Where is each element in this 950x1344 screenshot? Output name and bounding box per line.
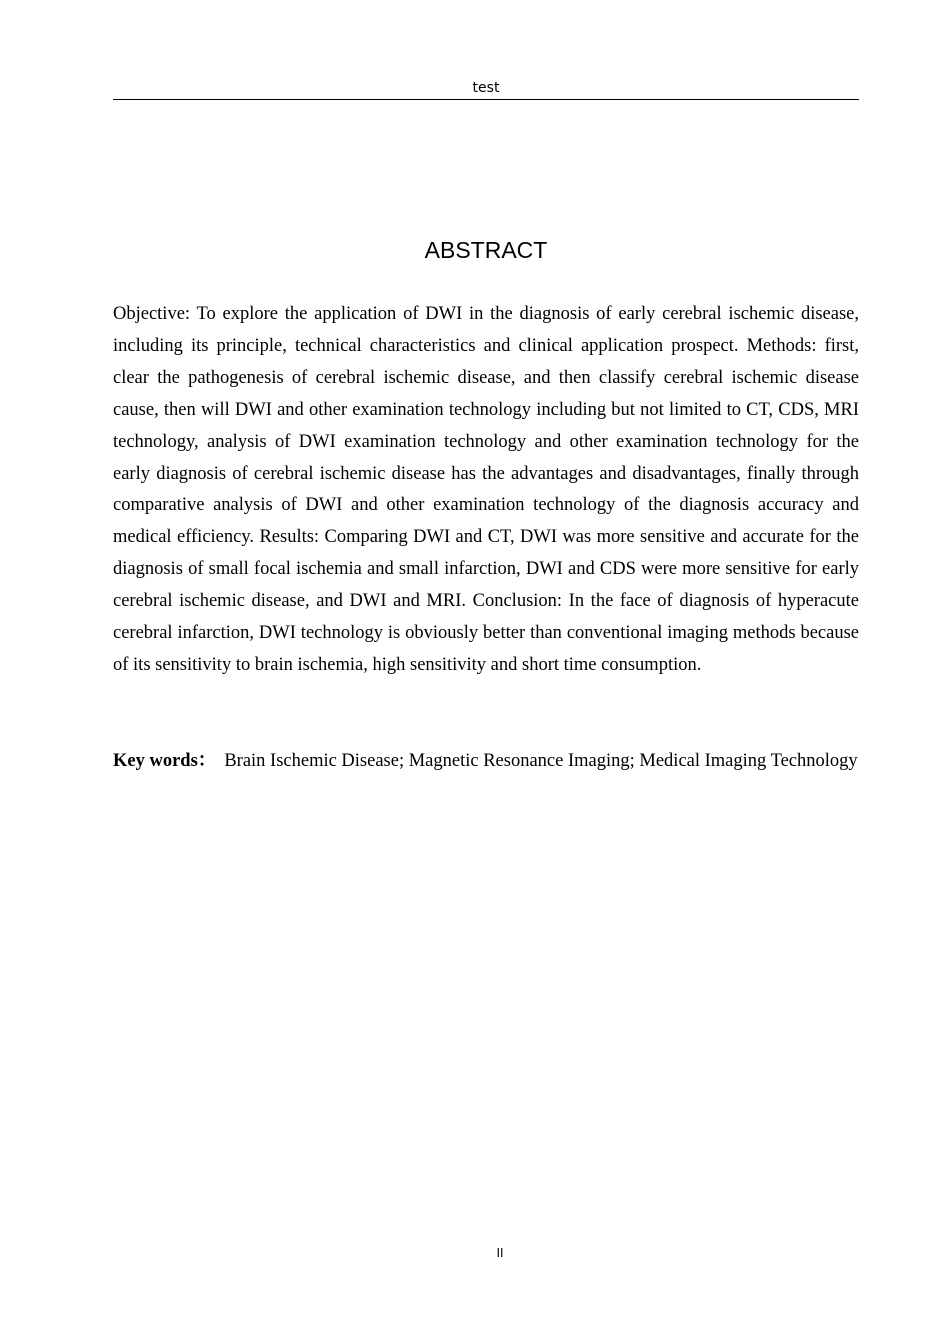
keywords-value: Brain Ischemic Disease; Magnetic Resonance Imaging; Medical Imaging Technology (224, 751, 858, 771)
keywords-separator: ： (197, 751, 217, 771)
page-number: II (496, 1246, 504, 1260)
page-header: test (472, 80, 500, 96)
abstract-body: Objective: To explore the application of DWI in the diagnosis of early cerebral ischemic disease, including its principle, technical characteristics and clinical application prospect. Methods: first, clear the pathogenesis of cerebral ischemic disease, and then classify cerebral ischemic disease cause, then will DWI and other examination technology including but not limited to CT, CDS, MRI technology, analysis of DWI examination technology and other examination technology for the early diagnosis of cerebral ischemic disease has the advantages and disadvantages, finally through comparative analysis of DWI and other examination technology of the diagnosis accuracy and medical efficiency. Results: Comparing DWI and CT, DWI was more sensitive and accurate for the diagnosis of small focal ischemia and small infarction, DWI and CDS were more sensitive for early cerebral ischemic disease, and DWI and MRI. Conclusion: In the face of diagnosis of hyperacute cerebral infarction, DWI technology is obviously better than conventional imaging methods because of its sensitivity to brain ischemia, high sensitivity and short time consumption. (113, 304, 859, 675)
keywords-paragraph (113, 746, 859, 778)
header-divider (113, 99, 859, 100)
keywords-label: Key words (113, 751, 198, 771)
abstract-title: ABSTRACT (424, 237, 548, 263)
